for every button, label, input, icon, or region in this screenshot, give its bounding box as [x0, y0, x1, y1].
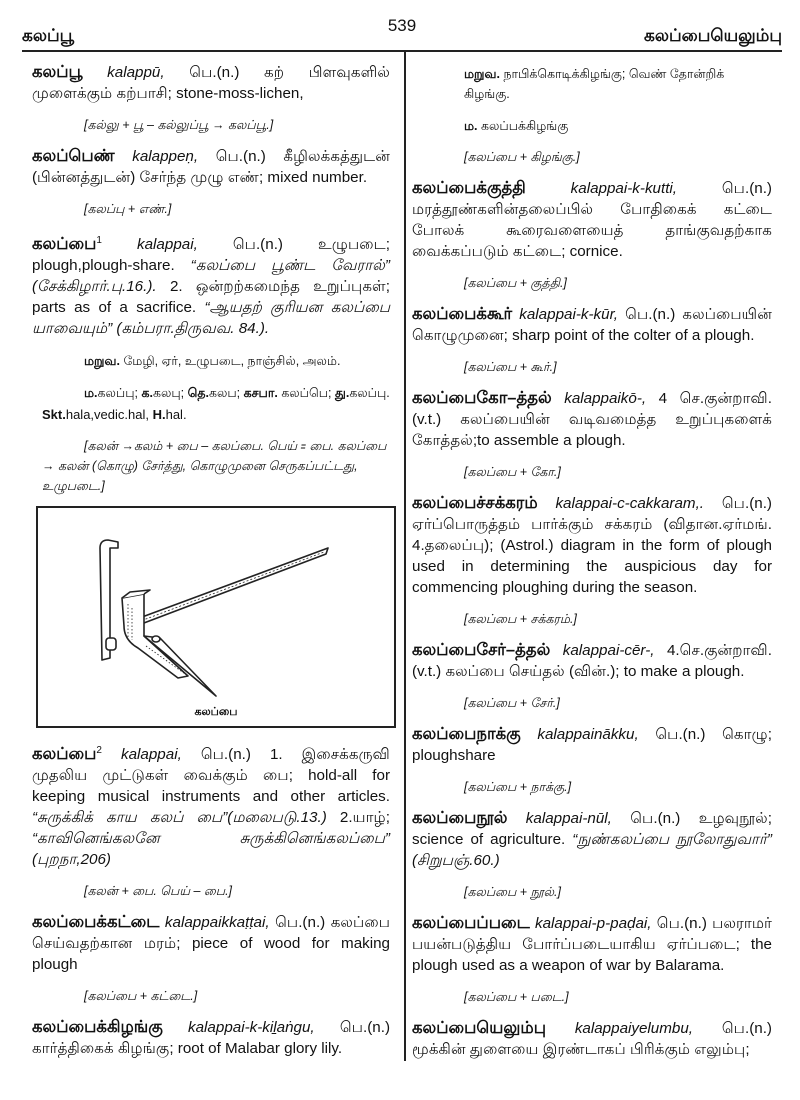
transliteration: kalappai-c-cakkaram,.: [555, 495, 705, 512]
headword: கலப்பைச்சக்கரம்: [412, 494, 538, 512]
transliteration: kalappai-k-kūr,: [519, 306, 619, 323]
synonyms-list: மேழி, ஏர், உழுபடை, நாஞ்சில், அலம்.: [123, 354, 341, 369]
part-of-speech: பெ.(n.): [215, 148, 266, 165]
cognates: [84, 383, 390, 403]
definition: மரத்தூண்களின்தலைப்பில் போதிகைக் கட்டை போலக் கூரைவளையைத் தாங்குவதற்காக வைக்கப்படும் கட்டை; cornice.: [412, 201, 772, 260]
synonyms: [464, 64, 772, 104]
definition: கலப்பை செய்வதற்கான மரம்; piece of wood for making plough: [32, 914, 390, 974]
etymology: [கலப்பை + கூர்.]: [464, 360, 557, 374]
transliteration: kalappai-nūl,: [525, 810, 612, 827]
cognate-lang: து.: [334, 386, 350, 401]
dictionary-entry: [32, 230, 390, 339]
headword: கலப்பைநாக்கு: [412, 725, 521, 743]
definition: (v.t.) கலப்பையின் வடிவமைத்த உறுப்புகளைக் கோத்தல்;to assemble a plough.: [412, 411, 772, 449]
definition: ஏர்ப்பொருத்தம் பார்க்கும் சக்கரம் (விதான.ஏர்மங். 4.தலைப்பு); (Astrol.) diagram in the form of plough used in determining the auspicious day for commencing ploughing during the season.: [412, 516, 772, 596]
definition: (v.t.) கலப்பை செய்தல் (வின்.); to make a plough.: [412, 663, 745, 680]
etymology: [கலன் + பை. பெய் – பை.]: [84, 884, 233, 899]
cognate-lang: H.: [152, 407, 166, 423]
transliteration: kalappai,: [137, 236, 198, 254]
cognate-word: கலப்பக்கிழங்கு: [481, 119, 569, 133]
transliteration: kalappaikkaṭṭai,: [164, 914, 270, 932]
dictionary-entry: [32, 912, 390, 975]
definition: பலராமர் பயன்படுத்திய போர்ப்படையாகிய ஏர்ப்படை; the plough used as a weapon of war by Balarama.: [412, 915, 772, 974]
etymology: [கலப்பை + குத்தி.]: [464, 276, 567, 290]
definition: 1. இசைக்கருவி முதலிய முட்டுகள் வைக்கும் பை; hold-all for keeping musical instruments and other articles.: [32, 746, 390, 806]
cognate-word: கலபு;: [152, 386, 185, 401]
citation: “காவினெங்கலனே சுருக்கினெங்கலப்பை” (புறநா,206): [32, 830, 390, 869]
homograph-number: 2: [96, 745, 102, 756]
part-of-speech: பெ.(n.): [721, 1020, 772, 1037]
transliteration: kalappainākku,: [537, 726, 639, 743]
cognate-lang: க.: [141, 386, 153, 401]
dictionary-entry: [412, 178, 772, 262]
transliteration: kalappai-k-kiḻaṅgu,: [188, 1019, 315, 1037]
part-of-speech: பெ.(n.): [200, 746, 251, 764]
dictionary-entry: [32, 62, 390, 104]
etymology: [கல்லு + பூ – கல்லுப்பூ → கலப்பூ.]: [84, 118, 274, 132]
part-of-speech: பெ.(n.): [721, 495, 772, 512]
header-rule: [22, 50, 782, 52]
cognate-word: கலப;: [208, 386, 241, 401]
etymology: [கலப்பை + நாக்கு.]: [464, 780, 572, 794]
part-of-speech: பெ.(n.): [189, 64, 240, 81]
dictionary-entry: [412, 1018, 772, 1060]
definition: கீழிலக்கத்துடன் (பின்னத்துடன்) சேர்ந்த முழு எண்; mixed number.: [32, 148, 390, 186]
cognate-lang: ம.: [84, 386, 98, 401]
citation: “சுருக்கிக் காய கலப் பை”(மலைபடு.13.): [32, 809, 327, 827]
etymology: [கலப்பை + படை.]: [464, 990, 569, 1004]
cognate-lang: ம.: [464, 119, 478, 133]
headword: கலப்பெண்: [32, 147, 115, 165]
transliteration: kalappai-p-paḍai,: [534, 915, 652, 932]
homograph-number: 1: [96, 235, 102, 246]
figure-caption: கலப்பை: [194, 706, 238, 718]
transliteration: kalappaikō-,: [564, 390, 647, 407]
cognates: [464, 116, 772, 136]
cognate-word: hala,vedic.hal,: [65, 407, 149, 423]
headword: கலப்பைப்படை: [412, 914, 530, 932]
etymology: [கலப்பை + சக்கரம்.]: [464, 612, 577, 626]
citation: “ஆயதற் குரியன கலப்பை யாவையும்” (கம்பரா.திருவவ. 84.).: [32, 299, 390, 338]
etymology: [கலப்பு + எண்.]: [84, 202, 172, 216]
cognate-word: கலப்பெ;: [281, 386, 332, 401]
headword: கலப்பைசேர்–த்தல்: [412, 641, 551, 659]
definition: உழவுநூல்; science of agriculture.: [412, 810, 772, 848]
definition: உழுபடை; plough,plough-share.: [32, 236, 390, 275]
dictionary-entry: [32, 740, 390, 870]
transliteration: kalappū,: [107, 64, 165, 81]
headword: கலப்பைக்குத்தி: [412, 179, 526, 197]
definition: கலப்பையின் கொழுமுனை; sharp point of the colter of a plough.: [412, 306, 772, 344]
definition: மூக்கின் துளையை இரண்டாகப் பிரிக்கும் எலும்பு;: [412, 1041, 750, 1058]
etymology: [கலப்பை + கிழங்கு.]: [464, 150, 580, 164]
part-of-speech: 4 செ.குன்றாவி.: [658, 390, 772, 407]
transliteration: kalappaiyelumbu,: [574, 1020, 694, 1037]
synonyms-label: மறுவ.: [84, 354, 120, 369]
part-of-speech: பெ.(n.): [630, 810, 681, 827]
citation: “கலப்பை பூண்ட வேரால்” (சேக்கிழார்.பு.16.).: [32, 257, 390, 296]
part-of-speech: பெ.(n.): [275, 914, 326, 932]
part-of-speech: பெ.(n.): [656, 915, 707, 932]
page-number: 539: [387, 16, 417, 35]
part-of-speech: பெ.(n.): [655, 726, 706, 743]
right-guide-word: கலப்பையெலும்பு: [643, 26, 782, 45]
synonyms-list: நாபிக்கொடிக்கிழங்கு; வெண் தோன்றிக் கிழங்கு.: [464, 67, 725, 101]
dictionary-entry: [412, 724, 772, 766]
synonyms: [84, 351, 390, 371]
page-header: [22, 10, 782, 50]
dictionary-entry: [412, 808, 772, 871]
dictionary-entry: [412, 493, 772, 598]
citation: “நுண்கலப்பை நூலோதுவார்” (சிறுபஞ்.60.): [412, 831, 772, 869]
transliteration: kalappai,: [121, 746, 182, 764]
part-of-speech: பெ.(n.): [721, 180, 772, 197]
left-column-lower: [32, 740, 390, 1065]
etymology: [கலப்பை + கோ.]: [464, 465, 561, 479]
dictionary-entry: [412, 640, 772, 682]
dictionary-entry: [412, 388, 772, 451]
plough-illustration-icon: [38, 508, 390, 698]
dictionary-entry: [32, 1017, 390, 1059]
part-of-speech: 4.செ.குன்றாவி.: [666, 642, 772, 659]
cognate-lang: Skt.: [42, 407, 66, 423]
cognate-word: கலப்பு;: [97, 386, 138, 401]
headword: கலப்பையெலும்பு: [412, 1019, 546, 1037]
plough-figure: [36, 506, 396, 728]
definition: கார்த்திகைக் கிழங்கு; root of Malabar glory lily.: [32, 1040, 343, 1058]
headword: கலப்பைக்கூர்: [412, 305, 513, 323]
dictionary-entry: [412, 304, 772, 346]
cognate-word: hal.: [165, 407, 187, 423]
etymology: [கலப்பை + சேர்.]: [464, 696, 560, 710]
left-column: [32, 62, 390, 508]
cognate-word: கலப்பு.: [349, 386, 390, 401]
headword: கலப்பைக்கட்டை: [32, 913, 160, 932]
headword: கலப்பைகோ–த்தல்: [412, 389, 552, 407]
dictionary-entry: [412, 913, 772, 976]
right-column: [412, 58, 772, 1066]
etymology: [கலப்பை + நூல்.]: [464, 885, 561, 899]
part-of-speech: பெ.(n.): [625, 306, 676, 323]
headword: கலப்பை: [32, 235, 97, 254]
headword: கலப்பை: [32, 745, 97, 764]
column-divider: [404, 51, 406, 1061]
transliteration: kalappeṇ,: [132, 148, 199, 165]
definition: கற் பிளவுகளில் முளைக்கும் கற்பாசி; stone-moss-lichen,: [32, 64, 390, 102]
headword: கலப்பூ: [32, 63, 83, 81]
definition-2: 2. ஒன்றற்கமைந்த உறுப்புகள்; parts as of a sacrifice.: [32, 278, 390, 317]
headword: கலப்பைக்கிழங்கு: [32, 1018, 163, 1037]
synonyms-label: மறுவ.: [464, 67, 500, 81]
etymology: [கலப்பை + கட்டை.]: [84, 989, 198, 1004]
definition: கொழு; ploughshare: [412, 726, 772, 764]
definition-2: 2.யாழ்;: [339, 809, 390, 827]
part-of-speech: பெ.(n.): [232, 236, 283, 254]
cognate-lang: கசபா.: [243, 386, 278, 401]
part-of-speech: பெ.(n.): [339, 1019, 390, 1037]
headword: கலப்பைநூல்: [412, 809, 508, 827]
cognates-english: [42, 407, 390, 422]
dictionary-entry: [32, 146, 390, 188]
cognate-lang: தெ.: [187, 386, 209, 401]
transliteration: kalappai-k-kutti,: [570, 180, 678, 197]
etymology: [கலன் →கலம் + பை – கலப்பை. பெய் ꞊ பை. கலப்பை → கலன் (கொழு) சேர்த்து, கொழுமுனை செருகப்பட்டது, உழுபடை.]: [42, 439, 387, 494]
left-guide-word: கலப்பூ: [22, 26, 75, 45]
transliteration: kalappai-cēr-,: [562, 642, 655, 659]
